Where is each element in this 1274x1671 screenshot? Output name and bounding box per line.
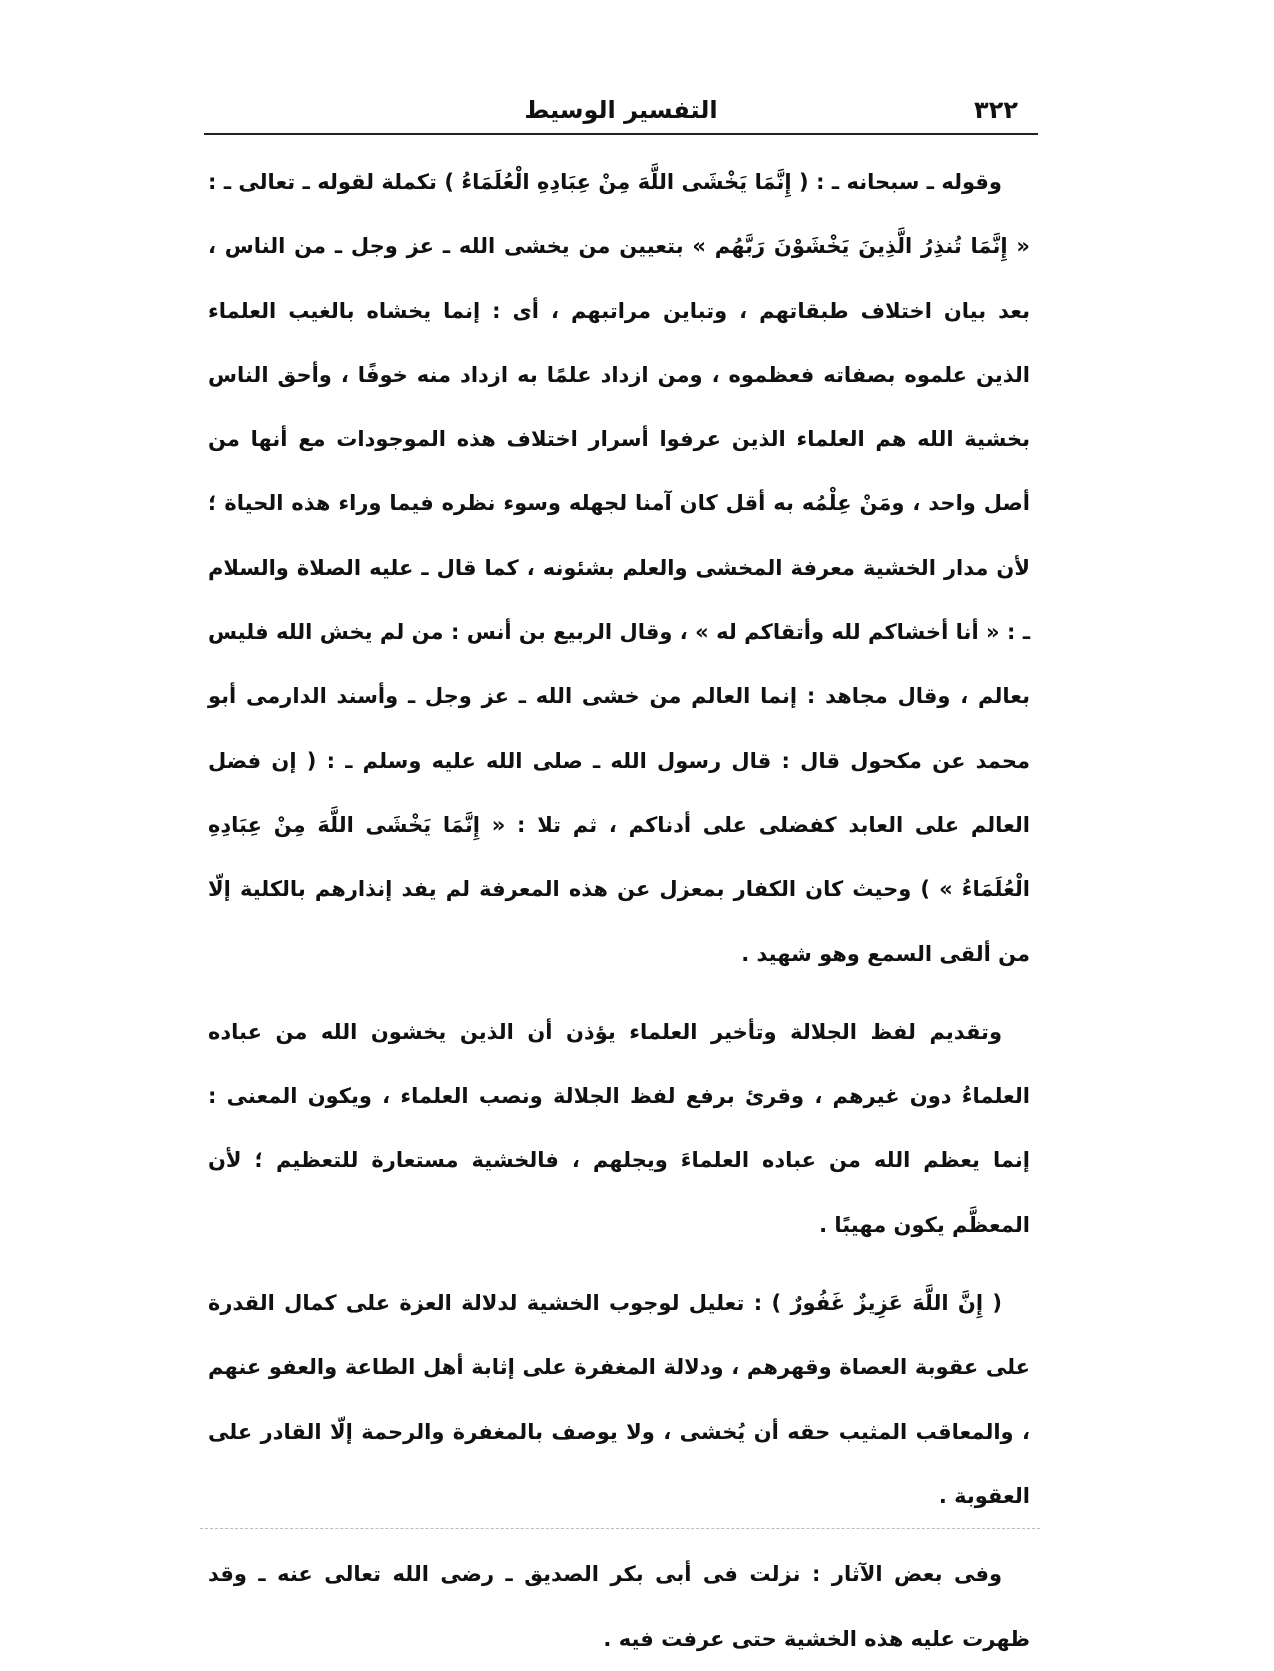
page-number: ٣٢٢ xyxy=(974,96,1018,124)
paragraph-2: وتقديم لفظ الجلالة وتأخير العلماء يؤذن أن الذين يخشون الله من عباده العلماءُ دون غيرهم ، وقرئ برفع لفظ الجلالة ونصب العلماء ، ويكون المعنى : إنما يعظم الله من عباده العلماءَ ويجلهم ، فالخشية مستعارة للتعظيم ؛ لأن المعظَّم يكون مهيبًا . xyxy=(208,1019,1030,1237)
running-title: التفسير الوسيط xyxy=(524,96,718,124)
footer-divider xyxy=(200,1528,1040,1529)
header-divider xyxy=(204,133,1038,135)
paragraph-1: وقوله ـ سبحانه ـ : ( إِنَّمَا يَخْشَى اللَّهَ مِنْ عِبَادِهِ الْعُلَمَاءُ ) تكملة لقوله ـ تعالى ـ : « إِنَّمَا تُنذِرُ الَّذِينَ يَخْشَوْنَ رَبَّهُم » بتعيين من يخشى الله ـ عز وجل ـ من الناس ، بعد بيان اختلاف طبقاتهم ، وتباين مراتبهم ، أى : إنما يخشاه بالغيب العلماء الذين علموه بصفاته فعظموه ، ومن ازداد علمًا به ازداد منه خوفًا ، وأحق الناس بخشية الله هم العلماء الذين عرفوا أسرار اختلاف هذه الموجودات مع أنها من أصل واحد ، ومَنْ عِلْمُه به أقل كان آمنا لجهله وسوء نظره فيما وراء هذه الحياة ؛ لأن مدار الخشية معرفة المخشى والعلم بشئونه ، كما قال ـ عليه الصلاة والسلام ـ : « أنا أخشاكم لله وأتقاكم له » ، وقال الربيع بن أنس : من لم يخش الله فليس بعالم ، وقال مجاهد : إنما العالم من خشى الله ـ عز وجل ـ وأسند الدارمى أبو محمد عن مكحول قال : قال رسول الله ـ صلى الله عليه وسلم ـ : ( إن فضل العالم على العابد كفضلى على أدناكم ، ثم تلا : « إِنَّمَا يَخْشَى اللَّهَ مِنْ عِبَادِهِ الْعُلَمَاءُ » ) وحيث كان الكفار بمعزل عن هذه المعرفة لم يفد إنذارهم بالكلية إلّا من ألقى السمع وهو شهيد . xyxy=(208,170,1030,966)
paragraph-4: وفى بعض الآثار : نزلت فى أبى بكر الصديق ـ رضى الله تعالى عنه ـ وقد ظهرت عليه هذه الخشية حتى عرفت فيه . xyxy=(208,1562,1030,1651)
paragraph-3: ( إِنَّ اللَّهَ عَزِيزٌ غَفُورٌ ) : تعليل لوجوب الخشية لدلالة العزة على كمال القدرة على عقوبة العصاة وقهرهم ، ودلالة المغفرة على إثابة أهل الطاعة والعفو عنهم ، والمعاقب المثيب حقه أن يُخشى ، ولا يوصف بالمغفرة والرحمة إلّا القادر على العقوبة . xyxy=(208,1291,1030,1508)
body-text xyxy=(208,150,1030,1671)
page-header xyxy=(204,92,1038,132)
